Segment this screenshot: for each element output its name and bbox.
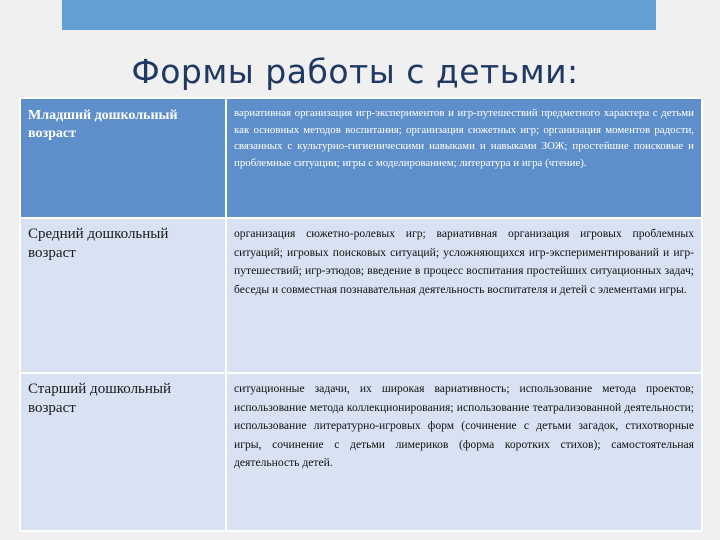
age-cell-middle [20,218,226,373]
slide-title: Формы работы с детьми: [131,52,579,91]
work-forms-table [19,97,703,532]
age-label: Младший дошкольный возраст [28,108,178,141]
forms-cell-junior [226,98,702,218]
age-cell-junior [20,98,226,218]
header-accent-bar [62,0,656,30]
forms-cell-middle [226,218,702,373]
forms-text: ситуационные задачи, их широкая вариативность; использование метода проектов; использование метода коллекционирования; использование театрализованной деятельности; использование литературно-игровых форм (сочинение с детьми загадок, стихотворные игры, сочинение с детьми лимериков (форма коротких стихов); самостоятельная деятельность детей. [234,382,694,469]
age-label: Средний дошкольный возраст [28,226,169,261]
forms-text: вариативная организация игр-экспериментов и игр-путешествий предметного характера с детьми как основных методов воспитания; организация сюжетных игр; организация моментов радости, связанных с культурно-гигиеническими навыками и навыками ЗОЖ; простейшие поисковые и проблемные ситуации; игры с моделированием; литература и игра (чтение). [234,107,694,169]
forms-cell-senior [226,373,702,531]
age-cell-senior [20,373,226,531]
age-label: Старший дошкольный возраст [28,381,172,416]
forms-text: организация сюжетно-ролевых игр; вариативная организация игровых проблемных ситуаций; игровых поисковых ситуаций; усложняющихся игр-экспериментирований и игр-путешествий; игр-этюдов; введение в процесс воспитания простейших ситуационных задач; беседы и совместная познавательная деятельность воспитателя и детей с элементами игры. [234,227,694,296]
